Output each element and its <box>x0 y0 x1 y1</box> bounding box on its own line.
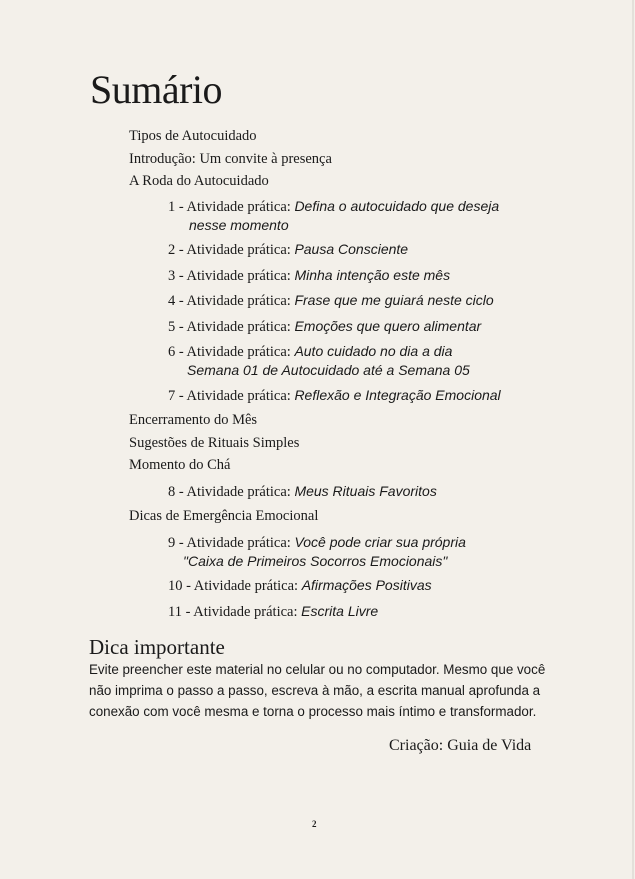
activity-desc: Pausa Consciente <box>294 241 409 257</box>
activity-desc: Reflexão e Integração Emocional <box>294 387 501 403</box>
activity-desc-cont: Semana 01 de Autocuidado até a Semana 05 <box>187 362 470 378</box>
activity-prefix: 10 - Atividade prática: <box>168 578 299 594</box>
toc-activity <box>168 240 408 259</box>
activity-desc: Meus Rituais Favoritos <box>294 483 437 499</box>
activity-desc: Você pode criar sua própria <box>294 534 466 550</box>
activity-desc: Frase que me guiará neste ciclo <box>294 292 494 308</box>
activity-prefix: 9 - Atividade prática: <box>168 535 291 551</box>
activity-desc: Emoções que quero alimentar <box>294 318 482 334</box>
activity-prefix: 11 - Atividade prática: <box>168 604 298 620</box>
activity-prefix: 3 - Atividade prática: <box>168 268 291 284</box>
toc-activity <box>168 342 470 379</box>
activity-desc: Afirmações Positivas <box>301 577 432 593</box>
activity-prefix: 4 - Atividade prática: <box>168 293 291 309</box>
activity-prefix: 2 - Atividade prática: <box>168 242 291 258</box>
activity-desc: Minha intenção este mês <box>294 267 451 283</box>
activity-desc: Escrita Livre <box>301 603 379 619</box>
activity-prefix: 1 - Atividade prática: <box>168 199 291 215</box>
toc-item: Tipos de Autocuidado <box>129 128 257 144</box>
activity-prefix: 6 - Atividade prática: <box>168 344 291 360</box>
toc-activity <box>168 602 378 621</box>
activity-desc: Defina o autocuidado que deseja <box>294 198 500 214</box>
toc-item: Momento do Chá <box>129 457 231 473</box>
toc-activity <box>168 197 499 234</box>
activity-desc-cont: nesse momento <box>189 217 289 233</box>
toc-item: A Roda do Autocuidado <box>129 173 269 189</box>
toc-activity <box>168 386 501 405</box>
toc-item: Dicas de Emergência Emocional <box>129 508 319 524</box>
toc-activity <box>168 266 450 285</box>
page-number: 2 <box>312 819 317 829</box>
activity-prefix: 8 - Atividade prática: <box>168 484 291 500</box>
tip-body: Evite preencher este material no celular ou no computador. Mesmo que você não imprima o passo a passo, escreva à mão, a escrita manual aprofunda a conexão com você mesma e torna o processo mais íntimo e transformador. <box>89 662 546 719</box>
activity-desc: Auto cuidado no dia a dia <box>294 343 453 359</box>
toc-activity <box>168 317 481 336</box>
credit-line: Criação: Guia de Vida <box>389 737 532 754</box>
activity-prefix: 5 - Atividade prática: <box>168 319 291 335</box>
toc-activity <box>168 576 432 595</box>
tip-heading: Dica importante <box>89 635 225 659</box>
toc-item: Encerramento do Mês <box>129 412 258 428</box>
toc-activity <box>168 533 466 570</box>
toc-item: Introdução: Um convite à presença <box>129 151 332 167</box>
toc-activity <box>168 482 437 501</box>
toc-item: Sugestões de Rituais Simples <box>129 435 300 451</box>
activity-desc-cont: "Caixa de Primeiros Socorros Emocionais" <box>183 553 448 569</box>
toc-activity <box>168 291 494 310</box>
activity-prefix: 7 - Atividade prática: <box>168 388 291 404</box>
page-title: Sumário <box>90 67 223 112</box>
